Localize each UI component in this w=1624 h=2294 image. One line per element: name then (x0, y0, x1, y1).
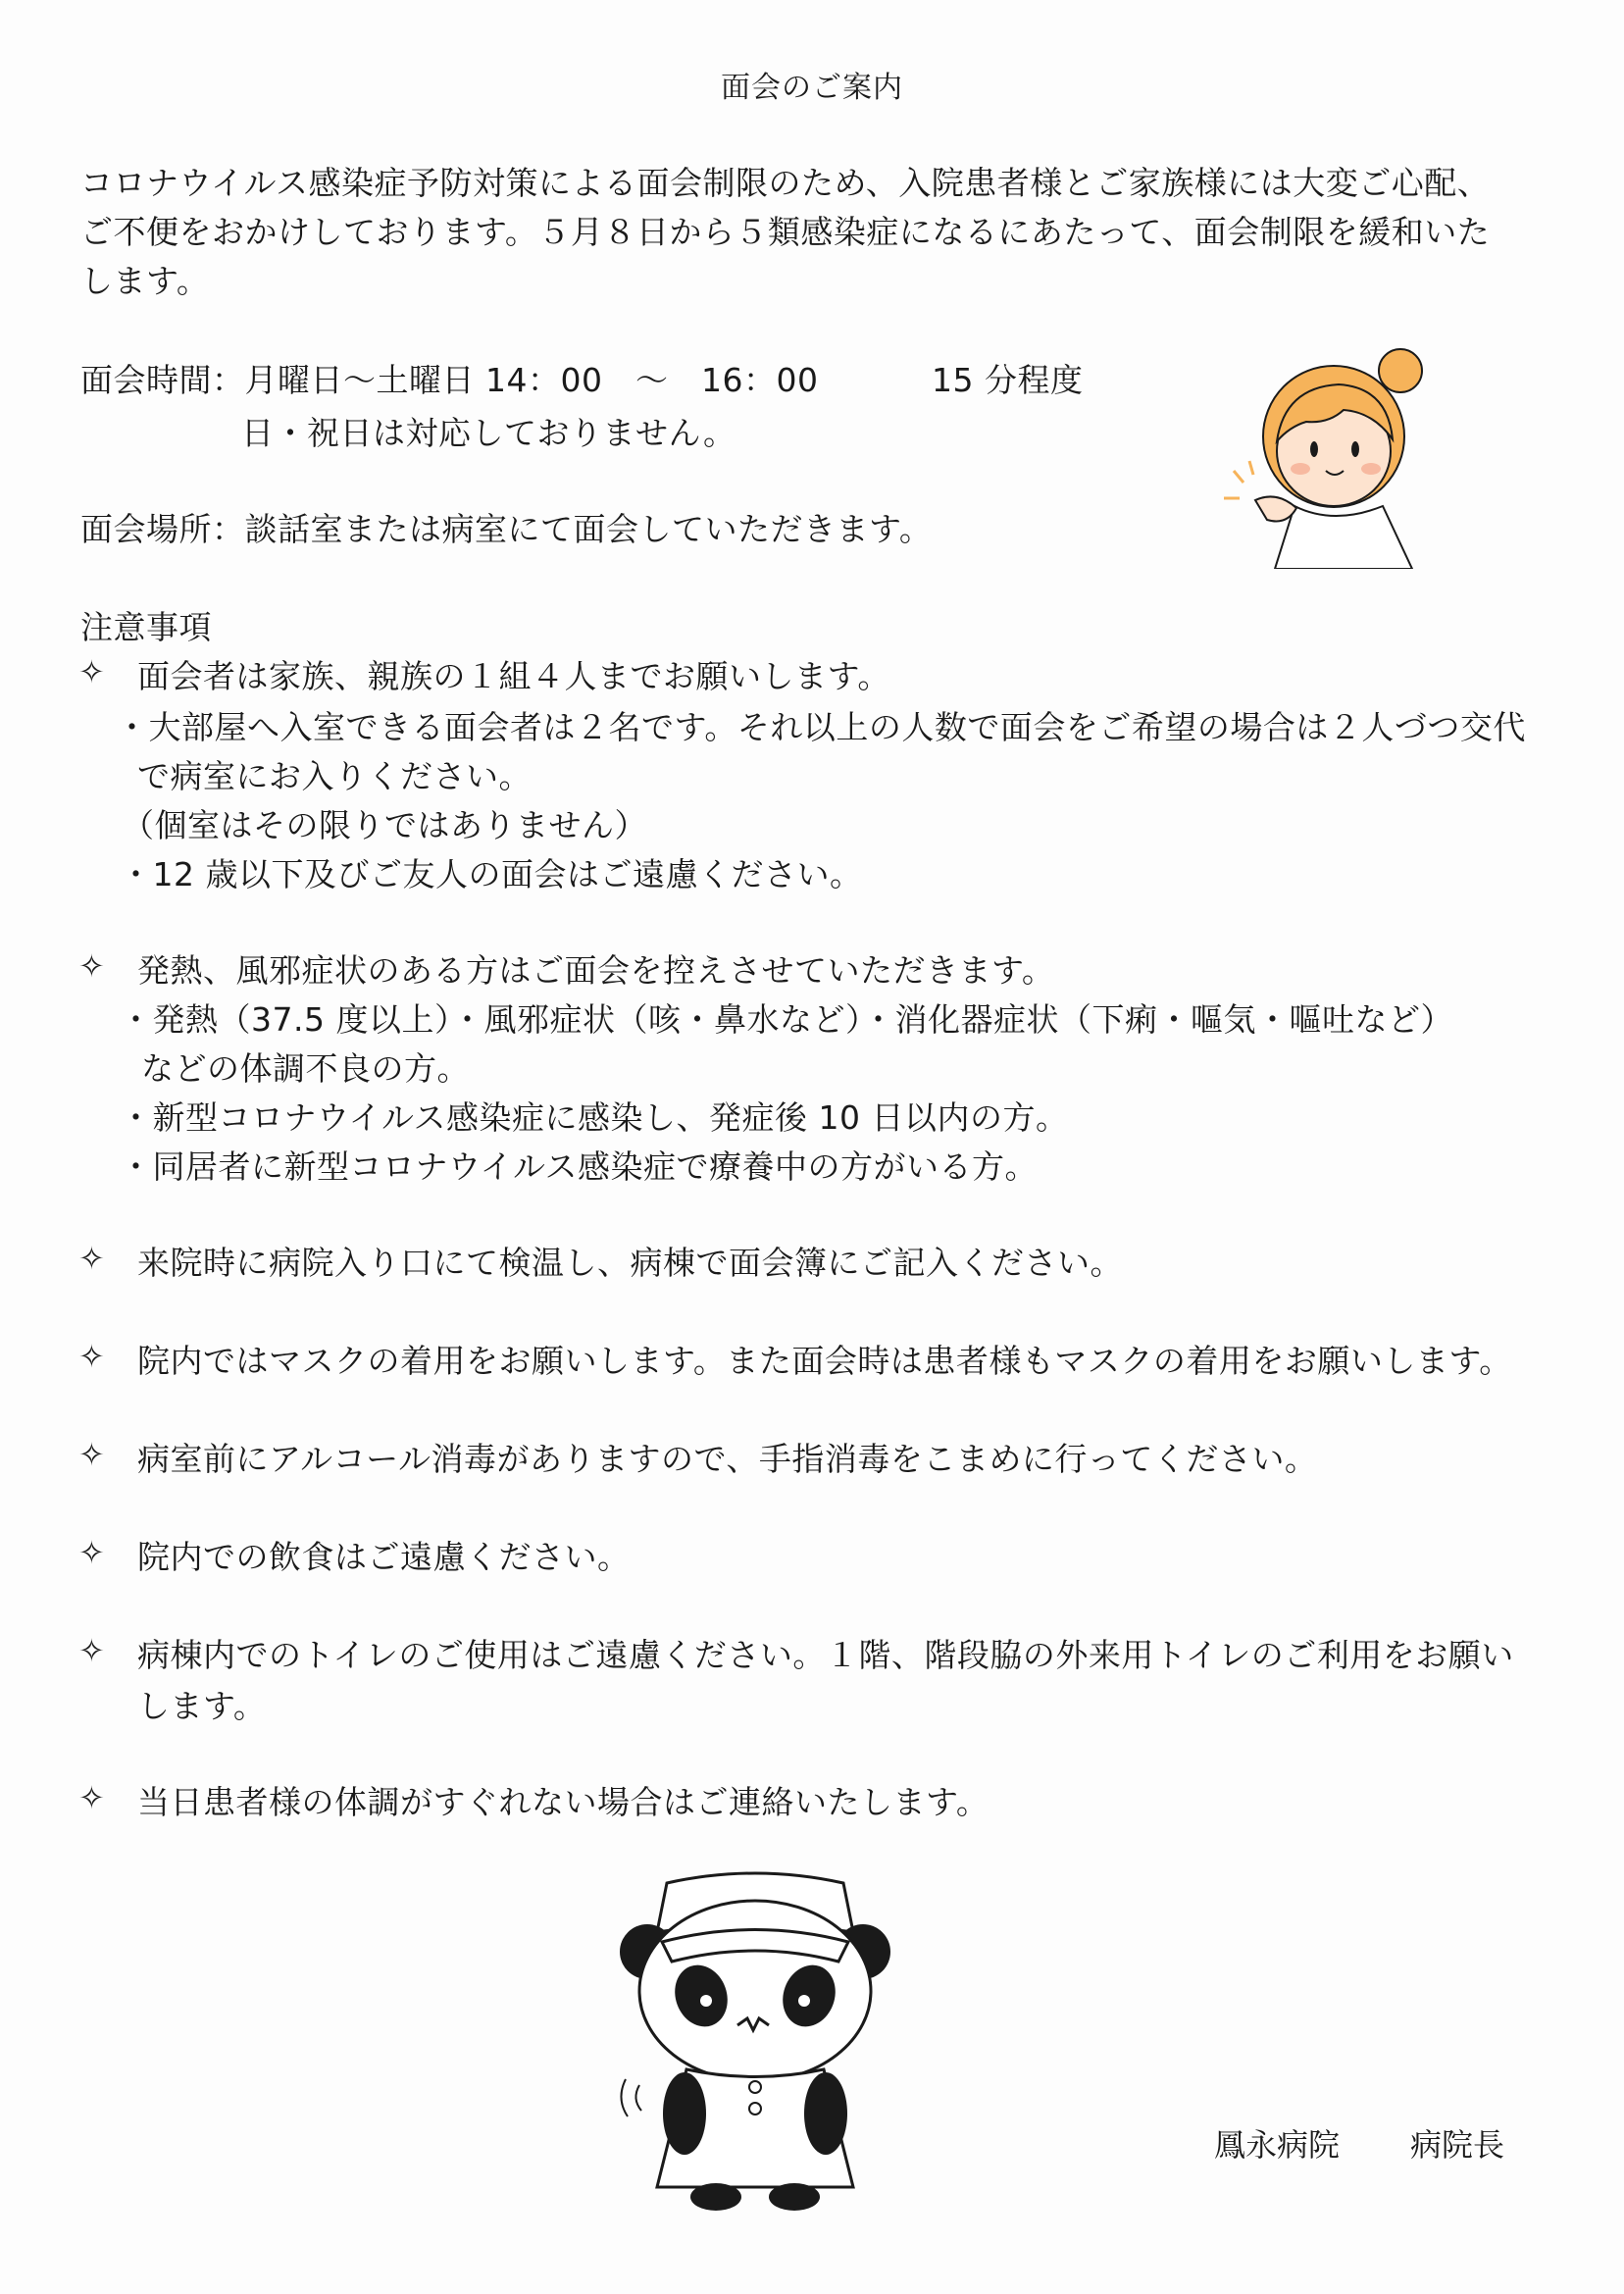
notice-sub-item: （個室はその限りではありません） (122, 806, 647, 844)
bullet-icon: ✧ (78, 1240, 105, 1277)
panda-nurse-illustration (608, 1863, 902, 2217)
notice-item: 発熱、風邪症状のある方はご面会を控えさせていただきます。 (137, 951, 1055, 990)
hours-label: 面会時間： (80, 361, 245, 399)
bullet-icon: ✧ (78, 653, 105, 690)
notes-heading: 注意事項 (80, 608, 212, 646)
place-row (80, 504, 932, 550)
hours-row (80, 355, 818, 401)
bullet-icon: ✧ (78, 1779, 105, 1816)
notice-item: 当日患者様の体調がすぐれない場合はご連絡いたします。 (137, 1783, 990, 1821)
nurse-illustration (1216, 333, 1432, 569)
notice-item: 病棟内でのトイレのご使用はご遠慮ください。１階、階段脇の外来用トイレのご利用をお願い (137, 1636, 1514, 1674)
document-title: 面会のご案内 (721, 71, 903, 105)
hours-range: 月曜日～土曜日 14：00 ～ 16：00 (244, 361, 819, 399)
notice-item: 面会者は家族、親族の１組４人までお願いします。 (137, 657, 890, 695)
notice-item-continued: します。 (137, 1687, 267, 1725)
signatory-title: 病院長 (1410, 2126, 1505, 2164)
notice-sub-item: ・同居者に新型コロナウイルス感染症で療養中の方がいる方。 (120, 1147, 1039, 1186)
bullet-icon: ✧ (78, 1534, 105, 1571)
notice-sub-item: ・新型コロナウイルス感染症に感染し、発症後 10 日以内の方。 (120, 1098, 1069, 1137)
bullet-icon: ✧ (78, 1632, 105, 1669)
bullet-icon: ✧ (78, 1338, 105, 1375)
intro-paragraph: コロナウイルス感染症予防対策による面会制限のため、入院患者様とご家族様には大変ご心配、ご不便をおかけしております。５月８日から５類感染症になるにあたって、面会制限を緩和いたします。 (80, 164, 1491, 300)
notice-sub-item: ・12 歳以下及びご友人の面会はご遠慮ください。 (120, 855, 863, 893)
place-value: 談話室または病室にて面会していただきます。 (244, 510, 933, 548)
notice-item: 院内ではマスクの着用をお願いします。また面会時は患者様もマスクの着用をお願いします。 (137, 1342, 1512, 1380)
notice-sub-item: などの体調不良の方。 (141, 1049, 470, 1088)
notice-item: 病室前にアルコール消毒がありますので、手指消毒をこまめに行ってください。 (137, 1440, 1318, 1478)
notice-item: 来院時に病院入り口にて検温し、病棟で面会簿にご記入ください。 (137, 1244, 1123, 1282)
hospital-name: 鳳永病院 (1214, 2126, 1341, 2164)
notice-item: 院内での飲食はご遠慮ください。 (137, 1538, 631, 1576)
bullet-icon: ✧ (78, 947, 105, 985)
hours-note: 日・祝日は対応しておりません。 (241, 414, 736, 452)
notice-sub-item: で病室にお入りください。 (137, 757, 532, 795)
place-label: 面会場所： (80, 510, 245, 548)
notice-sub-item: ・大部屋へ入室できる面会者は２名です。それ以上の人数で面会をご希望の場合は２人づつ交代 (116, 708, 1526, 746)
bullet-icon: ✧ (78, 1436, 105, 1473)
notice-sub-item: ・発熱（37.5 度以上）・風邪症状（咳・鼻水など）・消化器症状（下痢・嘔気・嘔吐など） (120, 1000, 1453, 1039)
hours-duration: 15 分程度 (932, 361, 1084, 399)
